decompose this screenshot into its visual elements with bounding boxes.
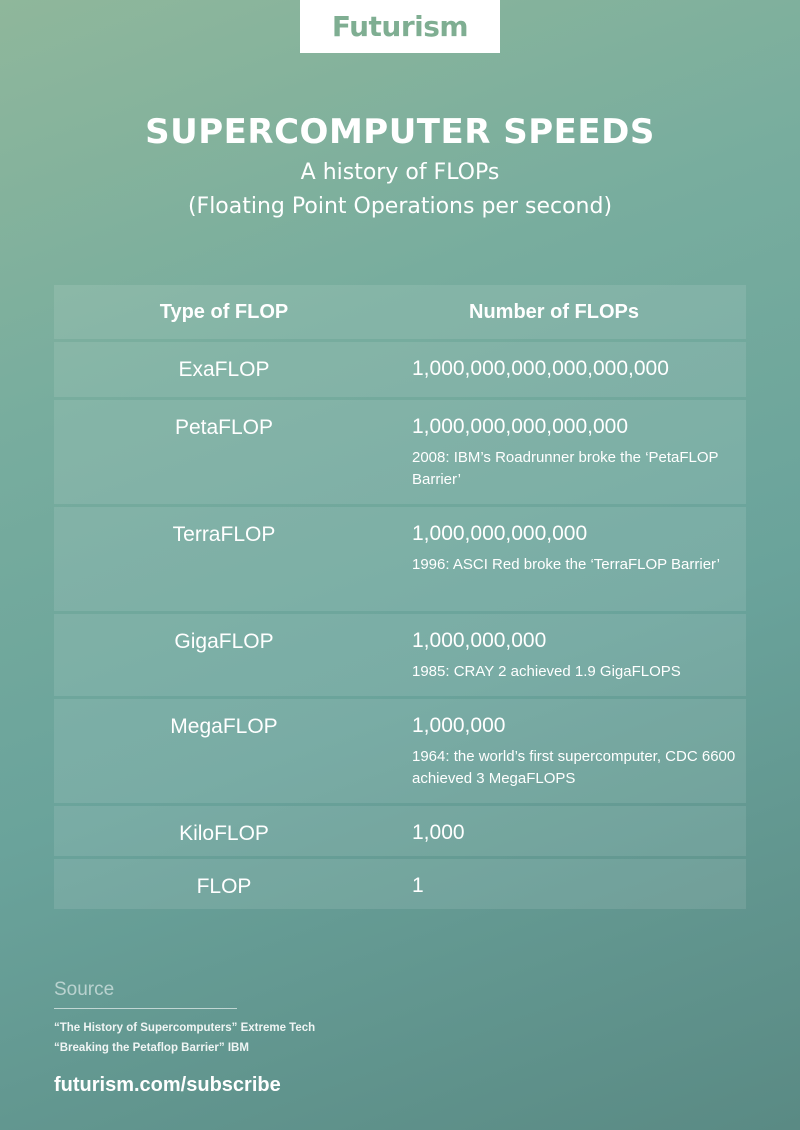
flop-number-cell [394, 699, 746, 803]
page-title: SUPERCOMPUTER SPEEDS [145, 112, 655, 152]
flop-note: 1985: CRAY 2 achieved 1.9 GigaFLOPS [412, 663, 681, 680]
table-header-row [54, 285, 746, 339]
flop-number-cell [394, 806, 746, 856]
flop-number-cell [394, 400, 746, 504]
logo-box [300, 0, 500, 53]
flop-value: 1,000,000,000,000 [412, 522, 588, 545]
subtitle-line1: A history of FLOPs [300, 160, 500, 185]
table-row [54, 507, 746, 611]
source-reference: “Breaking the Petaflop Barrier” IBM [54, 1042, 249, 1054]
flop-note: 1964: the world’s first supercomputer, CDC 6600 achieved 3 MegaFLOPS [412, 748, 736, 787]
table-row [54, 806, 746, 856]
flop-value: 1,000,000 [412, 714, 506, 737]
table-row [54, 859, 746, 909]
flop-type: TerraFLOP [172, 523, 276, 546]
futurism-logo: Futurism [331, 10, 469, 43]
flop-type: ExaFLOP [178, 358, 270, 381]
flop-number-cell [394, 342, 746, 397]
flop-value: 1,000,000,000,000,000 [412, 415, 629, 438]
flops-table [54, 285, 746, 912]
subtitle-line2: (Floating Point Operations per second) [187, 194, 613, 219]
flop-note: 2008: IBM’s Roadrunner broke the ‘PetaFLOP Barrier’ [412, 449, 719, 488]
flop-type: MegaFLOP [170, 715, 278, 738]
flop-type: GigaFLOP [174, 630, 274, 653]
source-label: Source [54, 979, 115, 1000]
table-row [54, 400, 746, 504]
source-divider [54, 1008, 237, 1009]
flop-value: 1 [412, 874, 424, 897]
flop-value: 1,000 [412, 821, 465, 844]
flop-type: FLOP [196, 875, 252, 898]
flop-number-cell [394, 507, 746, 611]
flop-type: KiloFLOP [179, 822, 269, 845]
flop-number-cell [394, 859, 746, 909]
flop-note: 1996: ASCI Red broke the ‘TerraFLOP Barrier’ [412, 556, 720, 573]
column-header-number: Number of FLOPs [469, 300, 640, 323]
table-row [54, 699, 746, 803]
column-header-type: Type of FLOP [159, 300, 289, 323]
table-row [54, 342, 746, 397]
flop-type: PetaFLOP [174, 416, 274, 439]
flop-number-cell [394, 614, 746, 696]
flop-value: 1,000,000,000,000,000,000 [412, 357, 669, 380]
flop-value: 1,000,000,000 [412, 629, 547, 652]
source-reference: “The History of Supercomputers” Extreme Tech [54, 1022, 316, 1034]
table-row [54, 614, 746, 696]
subscribe-link[interactable]: futurism.com/subscribe [54, 1074, 281, 1096]
